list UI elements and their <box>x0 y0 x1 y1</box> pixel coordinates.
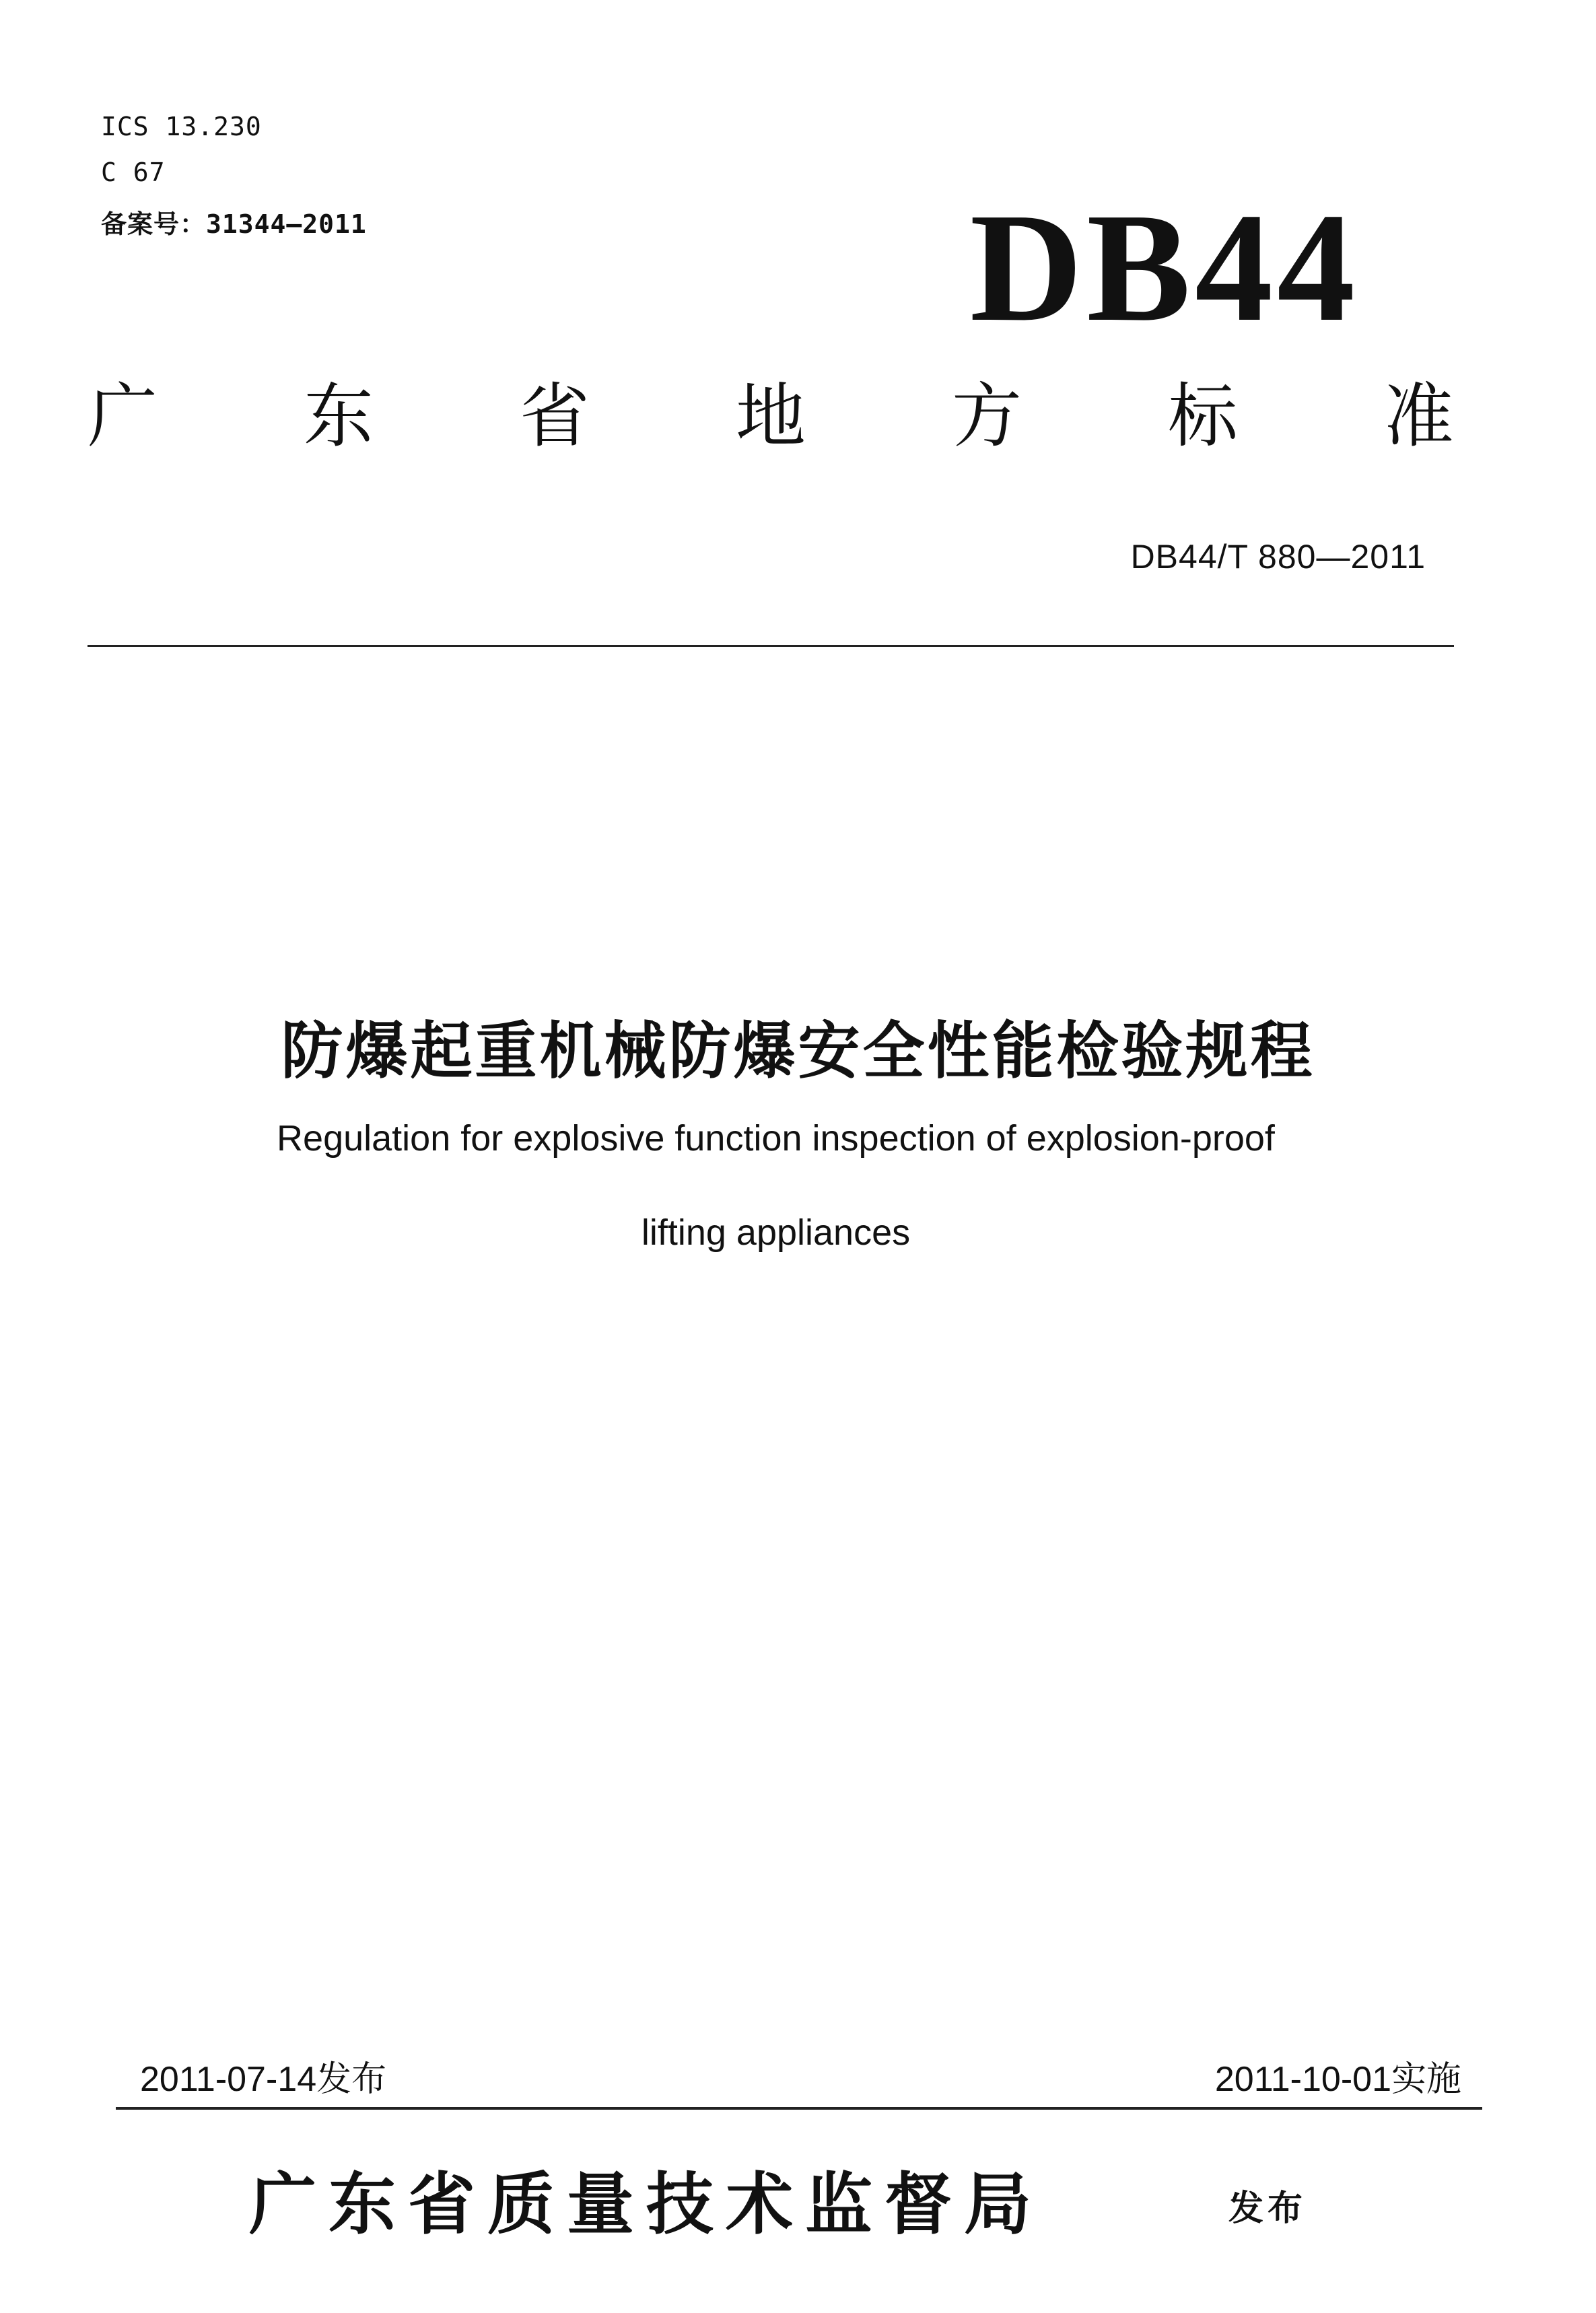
standard-type-char: 省 <box>519 375 590 457</box>
standard-number: DB44/T 880—2011 <box>1130 538 1426 576</box>
document-title-en-line2: lifting appliances <box>641 1212 911 1253</box>
header-divider <box>88 645 1454 647</box>
document-title-en-line1: Regulation for explosive function inspection of explosion-proof <box>277 1118 1275 1159</box>
issue-date: 2011-07-14发布 <box>140 2060 387 2099</box>
standard-type-heading <box>88 375 1454 457</box>
standard-type-char: 东 <box>303 375 374 457</box>
ics-code: ICS 13.230 <box>101 112 262 141</box>
standard-type-char: 标 <box>1167 375 1238 457</box>
issuing-authority: 广东省质量技术监督局 <box>249 2164 1043 2244</box>
issuing-authority-suffix: 发布 <box>1228 2188 1307 2229</box>
standard-type-char: 准 <box>1383 375 1454 457</box>
standard-brand-logo: DB44 <box>969 181 1359 354</box>
standard-type-char: 地 <box>735 375 806 457</box>
standard-type-char: 广 <box>88 375 158 457</box>
document-title-cn: 防爆起重机械防爆安全性能检验规程 <box>281 1015 1315 1087</box>
classification-code: C 67 <box>101 158 166 187</box>
footer-divider <box>116 2107 1482 2110</box>
record-number: 备案号：31344—2011 <box>101 209 367 239</box>
implementation-date: 2011-10-01实施 <box>1214 2060 1461 2099</box>
standard-type-char: 方 <box>951 375 1022 457</box>
